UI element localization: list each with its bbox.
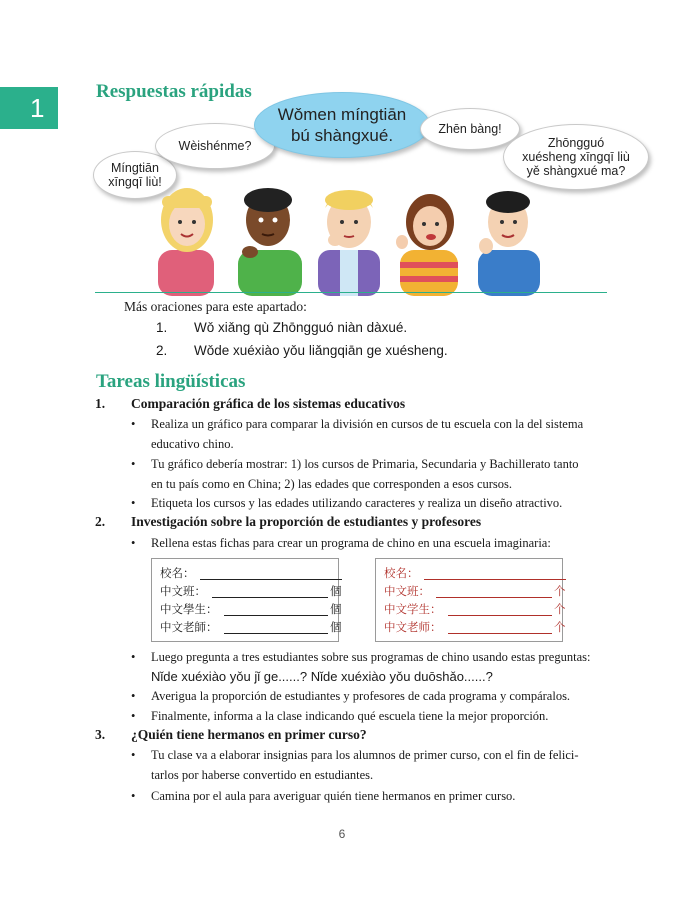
card-counter: 个 xyxy=(554,602,566,616)
card-row xyxy=(384,601,566,619)
task-2-bullet-1 xyxy=(131,533,611,553)
students-illustration xyxy=(150,178,570,296)
bullet-dot: • xyxy=(131,709,136,723)
task-1-bullet-1 xyxy=(131,414,611,454)
card-label: 中文學生： xyxy=(160,602,218,616)
student-girl-striped-figure xyxy=(396,194,458,296)
bullet-dot: • xyxy=(131,457,136,471)
bubble-line: xīngqī liù! xyxy=(108,175,162,189)
card-row xyxy=(160,583,342,601)
card-label: 中文老师： xyxy=(384,620,442,634)
section-title-respuestas: Respuestas rápidas xyxy=(96,81,252,102)
chapter-tab: 1 xyxy=(0,87,58,129)
bullet-line: Tu gráfico debería mostrar: 1) los cursos de Primaria, Secundaria y Bachillerato tanto xyxy=(151,457,579,471)
bubble-line: Wǒmen míngtiān xyxy=(277,105,407,124)
student-boy-green-figure xyxy=(238,188,302,296)
bullet-dot: • xyxy=(131,748,136,762)
student-girl-blonde-figure xyxy=(158,188,214,296)
bullet-line: Luego pregunta a tres estudiantes sobre sus programas de chino usando estas preguntas: xyxy=(151,650,591,664)
bullet-line: en tu país como en China; 2) las edades que corresponden a esos cursos. xyxy=(151,477,513,491)
card-row xyxy=(160,601,342,619)
fill-line[interactable] xyxy=(424,579,566,580)
task-1-bullet-2 xyxy=(131,454,611,494)
bubble-line: Míngtiān xyxy=(111,161,159,175)
speech-bubble-main xyxy=(254,92,430,158)
fill-line[interactable] xyxy=(224,615,328,616)
bubble-line: Zhōngguó xyxy=(547,136,605,150)
bubble-line: Wèishénme? xyxy=(178,139,252,153)
bullet-line: Tu clase va a elaborar insignias para los alumnos de primer curso, con el fin de felici- xyxy=(151,748,579,762)
bullet-dot: • xyxy=(131,536,136,550)
bullet-dot: • xyxy=(131,689,136,703)
bullet-dot: • xyxy=(131,789,136,803)
student-boy-purple-figure xyxy=(318,190,380,296)
card-row xyxy=(384,583,566,601)
task-2-bullet-4 xyxy=(131,706,611,726)
bullet-line: tarlos por haberse convertido en estudiantes. xyxy=(151,768,374,782)
task-3-title: ¿Quién tiene hermanos en primer curso? xyxy=(131,727,367,742)
card-row xyxy=(384,619,566,637)
fill-line[interactable] xyxy=(200,579,342,580)
example-number: 1. xyxy=(156,320,168,335)
task-1-title: Comparación gráfica de los sistemas educativos xyxy=(131,396,406,411)
fill-line[interactable] xyxy=(448,615,552,616)
task-2-title: Investigación sobre la proporción de estudiantes y profesores xyxy=(131,514,482,529)
bullet-line-pinyin: Nǐde xuéxiào yǒu jǐ ge......? Nǐde xuéxiào yǒu duōshǎo......? xyxy=(151,669,493,684)
card-row xyxy=(160,619,342,637)
task-2-bullet-2 xyxy=(131,647,611,687)
bullet-dot: • xyxy=(131,417,136,431)
task-2-bullet-3 xyxy=(131,686,611,706)
card-label: 中文学生： xyxy=(384,602,442,616)
bullet-line: Averigua la proporción de estudiantes y profesores de cada programa y compáralos. xyxy=(151,689,571,703)
task-1-number: 1. xyxy=(95,396,106,411)
fill-card-traditional xyxy=(151,558,342,642)
bullet-dot: • xyxy=(131,650,136,664)
card-counter: 个 xyxy=(554,584,566,598)
page-number: 6 xyxy=(338,827,346,841)
card-counter: 个 xyxy=(554,620,566,634)
card-row xyxy=(384,565,562,583)
bullet-dot: • xyxy=(131,496,136,510)
card-counter: 個 xyxy=(330,602,342,616)
card-label: 中文班： xyxy=(384,584,430,598)
card-label: 校名： xyxy=(384,566,419,580)
bullet-line: Etiqueta los cursos y las edades utilizando caracteres y realiza un diseño atractivo. xyxy=(151,496,563,510)
bubble-line: xuésheng xīngqī liù xyxy=(522,150,630,164)
margin-mark xyxy=(650,420,660,486)
bullet-line: Rellena estas fichas para crear un programa de chino en una escuela imaginaria: xyxy=(151,536,551,550)
student-boy-blue-figure xyxy=(478,191,540,296)
card-counter: 個 xyxy=(330,620,342,634)
fill-line[interactable] xyxy=(224,633,328,634)
example-text: Wǒ xiǎng qù Zhōngguó niàn dàxué. xyxy=(194,320,408,335)
bubble-line: Zhēn bàng! xyxy=(438,122,502,136)
bullet-line: Camina por el aula para averiguar quién tiene hermanos en primer curso. xyxy=(151,789,516,803)
task-3-number: 3. xyxy=(95,727,106,742)
bubble-line: bú shàngxué. xyxy=(290,126,394,145)
card-label: 中文老師： xyxy=(160,620,218,634)
task-1-bullet-3 xyxy=(131,493,611,513)
task-3-bullet-2 xyxy=(131,786,611,806)
speech-bubble-4 xyxy=(420,108,520,150)
card-row xyxy=(160,565,338,583)
example-number: 2. xyxy=(156,343,168,358)
fill-line[interactable] xyxy=(436,597,552,598)
bullet-line: Realiza un gráfico para comparar la división en cursos de tu escuela con la del sistema xyxy=(151,417,584,431)
section-divider xyxy=(95,292,607,293)
example-text: Wǒde xuéxiào yǒu liǎngqiān ge xuésheng. xyxy=(194,343,448,358)
bubble-line: yě shàngxué ma? xyxy=(526,164,626,178)
card-counter: 個 xyxy=(330,584,342,598)
card-label: 校名： xyxy=(160,566,195,580)
section-title-tareas: Tareas lingüísticas xyxy=(96,371,246,392)
more-sentences-label: Más oraciones para este apartado: xyxy=(124,299,307,314)
task-2-number: 2. xyxy=(95,514,106,529)
bullet-line: Finalmente, informa a la clase indicando qué escuela tiene la mejor proporción. xyxy=(151,709,549,723)
fill-line[interactable] xyxy=(448,633,552,634)
bullet-line: educativo chino. xyxy=(151,437,234,451)
card-label: 中文班： xyxy=(160,584,206,598)
fill-card-simplified xyxy=(375,558,566,642)
fill-line[interactable] xyxy=(212,597,328,598)
task-3-bullet-1 xyxy=(131,745,611,785)
